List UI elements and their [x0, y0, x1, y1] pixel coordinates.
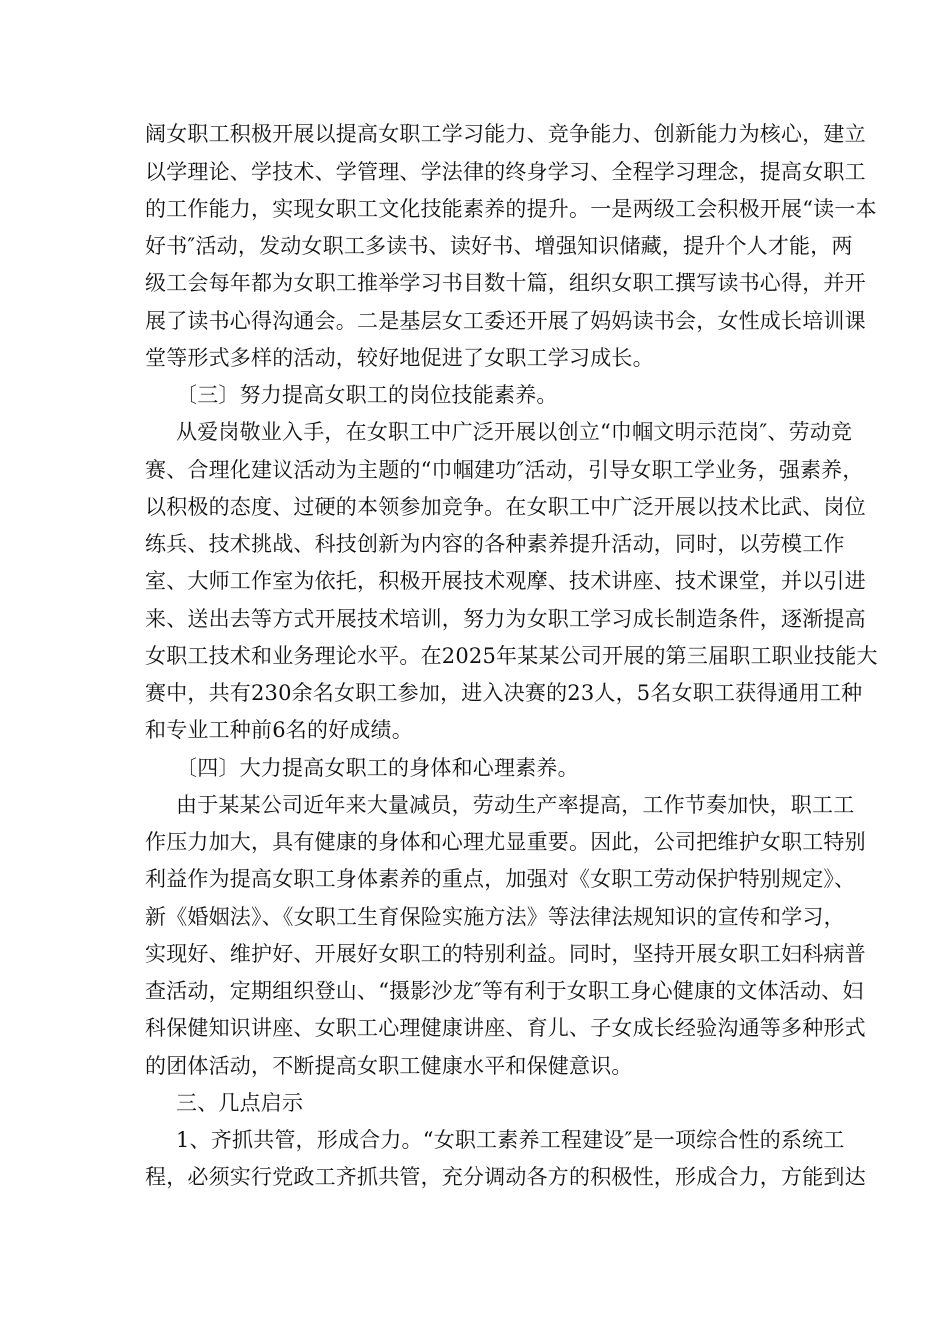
- text-line: 堂等形式多样的活动，较好地促进了女职工学习成长。: [145, 346, 654, 370]
- text-line: 赛、合理化建议活动为主题的“巾帼建功″活动，引导女职工学业务，强素养，: [145, 458, 864, 482]
- text-line: 来、送出去等方式开展技术培训，努力为女职工学习成长制造条件，逐渐提高: [145, 607, 866, 631]
- section-heading: 〔三〕努力提高女职工的岗位技能素养。: [176, 383, 558, 407]
- text-line: 以积极的态度、过硬的本领参加竞争。在女职工中广泛开展以技术比武、岗位: [145, 495, 866, 519]
- text-line: 女职工技术和业务理论水平。在2025年某某公司开展的第三届职工职业技能大: [145, 644, 878, 668]
- text-line: 作压力加大，具有健康的身体和心理尤显重要。因此，公司把维护女职工特别: [145, 830, 866, 854]
- text-line: 新《婚姻法》、《女职工生育保险实施方法》等法律法规知识的宣传和学习，: [145, 905, 845, 929]
- text-line: 赛中，共有230余名女职工参加，进入决赛的23人，5名女职工获得通用工种: [145, 681, 863, 705]
- text-line: 的团体活动，不断提高女职工健康水平和保健意识。: [145, 1054, 633, 1078]
- text-line: 好书″活动，发动女职工多读书、读好书、增强知识储藏，提升个人才能，两: [145, 234, 853, 258]
- text-line: 由于某某公司近年来大量减员，劳动生产率提高，工作节奏加快，职工工: [176, 793, 855, 817]
- text-line: 从爱岗敬业入手，在女职工中广泛开展以创立“巾帼文明示范岗″、劳动竞: [176, 420, 853, 444]
- text-line: 查活动，定期组织登山、“摄影沙龙″等有利于女职工身心健康的文体活动、妇: [145, 979, 864, 1003]
- text-line: 实现好、维护好、开展好女职工的特别利益。同时，坚持开展女职工妇科病普: [145, 942, 866, 966]
- text-line: 程，必须实行党政工齐抓共管，充分调动各方的积极性，形成合力，方能到达: [145, 1165, 866, 1189]
- text-line: 的工作能力，实现女职工文化技能素养的提升。一是两级工会积极开展“读一本: [145, 197, 877, 221]
- text-line: 练兵、技术挑战、科技创新为内容的各种素养提升活动，同时，以劳模工作: [145, 532, 845, 556]
- text-line: 和专业工种前6名的好成绩。: [145, 718, 413, 742]
- text-line: 利益作为提高女职工身体素养的重点，加强对《女职工劳动保护特别规定》、: [145, 867, 856, 891]
- section-heading: 三、几点启示: [176, 1091, 304, 1115]
- text-line: 科保健知识讲座、女职工心理健康讲座、育儿、子女成长经验沟通等多种形式: [145, 1016, 866, 1040]
- text-line: 级工会每年都为女职工推举学习书目数十篇，组织女职工撰写读书心得，并开: [145, 271, 866, 295]
- section-heading: 〔四〕大力提高女职工的身体和心理素养。: [176, 756, 579, 780]
- text-line: 1、齐抓共管，形成合力。“女职工素养工程建设″是一项综合性的系统工: [176, 1128, 845, 1152]
- text-line: 以学理论、学技术、学管理、学法律的终身学习、全程学习理念，提高女职工: [145, 160, 866, 184]
- text-line: 阔女职工积极开展以提高女职工学习能力、竞争能力、创新能力为核心，建立: [145, 122, 866, 146]
- text-line: 展了读书心得沟通会。二是基层女工委还开展了妈妈读书会，女性成长培训课: [145, 309, 866, 333]
- text-line: 室、大师工作室为依托，积极开展技术观摩、技术讲座、技术课堂，并以引进: [145, 569, 866, 593]
